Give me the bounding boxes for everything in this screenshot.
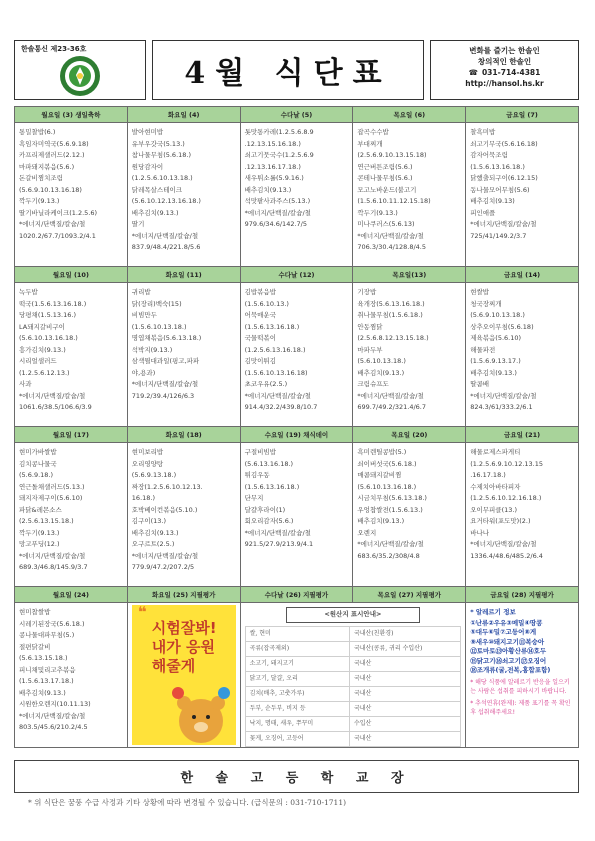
menu-item: 683.6/35.2/308/4.8: [357, 551, 420, 560]
menu-item: 바나나: [470, 528, 490, 537]
menu-item: 시금치무침(5.6.13.18.): [357, 494, 427, 502]
menu-item: 현미보리밥: [131, 448, 164, 456]
menu-item: (1.2.5.6.10.12.16.18.): [470, 494, 542, 502]
page-title: 4월 식단표: [184, 56, 392, 91]
info-box: [430, 40, 579, 100]
menu-item: (5.6.10.13.18.): [357, 357, 406, 365]
menu-item: 망고푸딩(12.): [19, 540, 60, 548]
menu-item: *에너지/단백질/칼슘/철: [244, 391, 311, 400]
menu-item: 719.2/39.4/126/6.3: [131, 391, 195, 400]
menu-item: 흑임자미역국(5.6.9.18): [19, 139, 89, 148]
menu-item: (2.5.6.9.10.13.15.18): [357, 151, 427, 159]
menu-item: (2.5.6.13.15.18.): [19, 517, 74, 525]
day-menu: [466, 123, 579, 267]
menu-item: 크림슈프도: [357, 380, 389, 388]
menu-item: 녹두밥: [19, 288, 38, 296]
day-menu: [127, 443, 240, 587]
menu-item: *에너지/단백질/칼슘/철: [19, 220, 86, 228]
menu-item: 짜장(1.2.5.6.10.12.13.: [131, 482, 203, 491]
menu-item: 국물떡볶이: [244, 334, 276, 342]
week-header-row: [15, 427, 579, 443]
phone-number: 031-714-4381: [481, 68, 541, 77]
menu-item: 흥가김치(9.13.): [19, 345, 66, 354]
origin-food: 꽃게, 오징어, 고등어: [245, 731, 349, 746]
day-header: 금요일 (7): [466, 107, 579, 123]
origin-row: [245, 731, 461, 746]
origin-row: [245, 686, 461, 701]
menu-item: (1.5.6.9.13.17.): [470, 357, 521, 365]
allergy-note: * 해당 식품에 알레르기 반응을 일으키는 사람은 섭취를 피하시기 바랍니다.: [470, 678, 570, 695]
menu-item: 상추오이무침(5.6.18): [470, 322, 534, 331]
menu-item: 921.5/27.9/213.9/4.1: [244, 540, 314, 548]
menu-item: *에너지/단백질/칼슘/철: [357, 540, 424, 548]
day-menu: [240, 123, 353, 267]
menu-item: 야,용과): [131, 368, 156, 377]
menu-item: 미나쿠러스(5.6.13): [357, 220, 415, 228]
origin-food: 소고기, 돼지고기: [245, 656, 349, 671]
menu-item: 찰흑미밥: [470, 128, 496, 136]
day-menu: [240, 283, 353, 427]
menu-item: (5.6.10.13.16.18.): [19, 334, 78, 342]
menu-item: (5.6.9.18.): [19, 471, 54, 479]
menu-item: *에너지/단백질/칼슘/철: [19, 711, 86, 720]
menu-item: 김맛이튀김: [244, 357, 276, 365]
menu-item: 비빔만두: [131, 311, 157, 319]
menu-item: 배추김치(9.13.): [131, 208, 179, 217]
menu-item: (5.6.9.13.18.): [131, 471, 177, 479]
allergy-line: ⑱조개류(굴,전복,홍합포함): [470, 666, 551, 674]
menu-item: (5.6.10.12.13.16.18.): [131, 197, 201, 205]
menu-item: 돼지자제구이(5.6.10): [19, 494, 83, 502]
menu-item: 유부우갓국(5.13.): [131, 139, 185, 148]
menu-item: (1.5.6.13.16.18.): [244, 482, 300, 491]
menu-item: 원당감자이: [131, 162, 164, 171]
menu-item: (1.5.6.10.11.12.15.18): [357, 197, 431, 205]
origin-food: 낙지, 명태, 새우, 쭈꾸미: [245, 716, 349, 731]
day-header: 수다날 (12): [240, 267, 353, 283]
origin-title: <원산지 표시안내>: [286, 607, 420, 623]
menu-item: *에너지/단백질/칼슘/철: [19, 391, 86, 400]
menu-item: 배추김치(9.13.): [19, 688, 66, 697]
menu-item: 안동찜닭: [357, 322, 383, 331]
menu-item: 김구이(13.): [131, 517, 167, 525]
menu-item: 1020.2/67.7/1093.2/4.1: [19, 231, 96, 240]
menu-item: 피인애플: [470, 208, 496, 217]
origin-source: 국내산: [349, 671, 460, 686]
menu-item: 톳맛통카레(1.2.5.6.8.9: [244, 128, 314, 136]
menu-item: 단무지: [244, 494, 264, 502]
day-header: 월요일 (10): [15, 267, 128, 283]
menu-item: 취나물무침(1.5.6.18.): [357, 311, 423, 319]
menu-item: 해물로제스파게티: [470, 448, 521, 456]
menu-item: *에너지/단백질/칼슘/철: [131, 551, 199, 560]
day-menu: [127, 123, 240, 267]
menu-item: *에너지/단백질/칼슘/철: [470, 540, 537, 548]
menu-item: (1.5.6.10.13.18.): [131, 322, 187, 331]
origin-source: 국내산: [349, 701, 460, 716]
day-header: 화요일 (25) 지필평가: [127, 587, 240, 603]
menu-item: 깍두기(9.13.): [357, 208, 398, 217]
menu-item: 깍두기(9.13.): [19, 197, 60, 205]
origin-food: 곡류(잡곡제외): [245, 641, 349, 656]
allergy-cell: [466, 603, 579, 748]
menu-item: 호박베이컨볶음(5.10.): [131, 505, 198, 514]
school-bar: [14, 760, 579, 793]
menu-item: *에너지/단백질/칼슘/철: [19, 551, 86, 560]
menu-item: *에너지/단백질/칼슘/철: [244, 528, 311, 537]
menu-item: 706.3/30.4/128.8/4.5: [357, 243, 426, 251]
menu-item: 쇠고기뭇국수(1.2.5.6.9: [244, 151, 314, 159]
school-logo-box: [14, 40, 146, 100]
menu-item: 돈갈비찜치조림: [19, 174, 63, 182]
day-menu: [353, 283, 466, 427]
menu-item: 석맛팥사과주스(5.13.): [244, 197, 311, 205]
menu-item: (1.5.6.13.16.18.): [244, 322, 300, 331]
menu-item: 시리얼샐러드: [19, 357, 57, 365]
origin-source: 국내산: [349, 731, 460, 746]
menu-item: 감자어묵조림: [470, 151, 508, 159]
origin-food: 두부, 순두부, 비지 등: [245, 701, 349, 716]
allergy-line: ⑨새우⑩돼지고기⑪복숭아: [470, 637, 545, 646]
day-header: 목요일 (6): [353, 107, 466, 123]
menu-item: 카프리제샐러드(2.12.): [19, 151, 85, 159]
day-menu: [353, 123, 466, 267]
day-header: 목요일(13): [353, 267, 466, 283]
day-header: 월요일 (3) 생일축하: [15, 107, 128, 123]
menu-item: 연근버튼조림(5.6.): [357, 162, 413, 171]
day-menu: [127, 283, 240, 427]
menu-item: 연근돌채샐러드(5.13.): [19, 482, 85, 491]
origin-source: 수입산: [349, 716, 460, 731]
origin-row: [245, 641, 461, 656]
allergy-line: ⑫토마토⑬아황산류⑭호두: [470, 647, 547, 655]
week-menu-row: [15, 283, 579, 427]
menu-item: (1.2.5.6.9.10.12.13.15: [470, 459, 544, 468]
menu-item: 마파두부: [357, 345, 383, 354]
quote-mark-icon: ❝: [137, 605, 147, 621]
menu-item: 절편닭갈비: [19, 642, 51, 651]
cheer-cell: [127, 603, 240, 748]
menu-item: 콩나물대파무침(5.): [19, 631, 75, 639]
menu-item: 딸콤배: [470, 380, 490, 388]
menu-item: 수제치아바타피자: [470, 482, 521, 491]
allergy-line: ⑤대두⑥밀⑦고등어⑧게: [470, 628, 537, 636]
menu-item: .12.13.16.17.18.): [244, 162, 301, 171]
menu-item: 현미찹쌀밥: [19, 608, 51, 616]
menu-item: 요거타워(포도맛)(2.): [470, 517, 531, 525]
origin-source: 국내산(친환경): [349, 626, 460, 641]
menu-item: 튀김우동: [244, 471, 270, 479]
menu-item: 동나물모어무침(5.6): [470, 185, 530, 194]
origin-food: 김치(배추, 고춧가루): [245, 686, 349, 701]
menu-item: 참나물무침(5.6.18.): [131, 151, 192, 159]
menu-item: 16.18.): [131, 494, 156, 502]
origin-row: [245, 671, 461, 686]
menu-item: (1.2.5.6.13.16.18.): [244, 345, 306, 354]
url-row: [431, 78, 578, 89]
menu-item: 689.3/46.8/145.9/3.7: [19, 563, 88, 571]
week-header-row: [15, 587, 579, 603]
menu-item: (1.2.5.6.10.13.18.): [131, 174, 193, 182]
day-header: 수다날 (26) 지필평가: [240, 587, 353, 603]
menu-item: (5.6.9.10.13.18.): [470, 311, 525, 319]
origin-row: [245, 656, 461, 671]
menu-item: (5.6.9.10.13.16.18): [19, 185, 82, 194]
day-header: 월요일 (24): [15, 587, 128, 603]
menu-item: (1.5.6.13.16.18.): [470, 162, 525, 171]
cheer-line: 해줄게: [151, 657, 196, 675]
menu-item: 청국장찌개: [470, 299, 502, 308]
school-seal-icon: [59, 55, 101, 97]
slogan-line1: 변화를 즐기는 한솔인: [469, 46, 540, 55]
menu-item: 837.9/48.4/221.8/5.6: [131, 243, 201, 251]
day-menu: [353, 443, 466, 587]
menu-item: (1.5.6.13.17.18.): [19, 677, 74, 685]
origin-cell: [240, 603, 466, 748]
menu-item: 닭레목살스테이크: [131, 185, 183, 194]
origin-table: [245, 626, 462, 747]
menu-item: 기장밥: [357, 288, 377, 296]
allergy-line: ①난류②우유③메밀④땅콩: [470, 618, 543, 627]
menu-item: 배추김치(9.13.): [357, 368, 405, 377]
cheering-bear-icon: [172, 681, 230, 745]
menu-item: 김밥볶음밥: [244, 288, 276, 296]
header: [14, 40, 579, 100]
menu-item: *에너지/단백질/칼슘/철: [131, 231, 199, 240]
menu-item: 779.9/47.2/207.2/5: [131, 563, 195, 571]
menu-item: 배추김치(9.13.): [131, 528, 179, 537]
day-menu: [240, 443, 353, 587]
day-header: 목요일 (27) 지필평가: [353, 587, 466, 603]
menu-item: 부대찌개: [357, 139, 383, 148]
menu-item: 오렌지: [357, 528, 377, 537]
week-header-row: [15, 107, 579, 123]
menu-item: 파닭&레몬소스: [19, 505, 62, 514]
phone-icon: ☎: [468, 68, 478, 77]
menu-item: 육개장(5.6.13.16.18.): [357, 299, 425, 308]
menu-item: *에너지/단백질/칼슘/철: [244, 208, 311, 217]
day-header: 화요일 (4): [127, 107, 240, 123]
menu-item: 824.3/61/333.2/6.1: [470, 403, 533, 411]
footnote: * 위 식단은 꿈풍 수급 사정과 기타 상황에 따라 변경될 수 있습니다. (급식문의 : 031-710-1711): [28, 798, 347, 807]
day-header: 수요일 (19) 채식데이: [240, 427, 353, 443]
menu-item: 콘테나물무침(5.6.): [357, 174, 413, 182]
menu-item: 구절비빔밥: [244, 448, 276, 456]
day-header: 화요일 (18): [127, 427, 240, 443]
menu-item: *에너지/단백질/칼슘/철: [357, 391, 424, 400]
school-principal-name: 한 솔 고 등 학 교 장: [180, 771, 413, 786]
menu-item: 오이무피클(13.): [470, 505, 517, 514]
cheer-line: 내가 응원: [151, 638, 215, 656]
origin-row: [245, 716, 461, 731]
menu-item: 현미가바쌀밥: [19, 448, 57, 456]
menu-item: 오구르트(2.5.): [131, 540, 175, 548]
menu-item: 피니채및리고추볶음: [19, 665, 76, 674]
day-menu: [15, 283, 128, 427]
menu-item: 발아현미밥: [131, 128, 164, 136]
menu-item: .12.13.15.16.18.): [244, 139, 301, 148]
menu-item: 닭했출되구이(6.12.15): [470, 174, 538, 182]
origin-food: 닭고기, 달걀, 오리: [245, 671, 349, 686]
allergy-note-holiday: * 추석연휴(완제): 제품 표기를 꼭 확인 후 섭취해주세요!: [470, 699, 571, 716]
week-header-row: [15, 267, 579, 283]
week-menu-row: [15, 123, 579, 267]
menu-item: 725/41/149.2/3.7: [470, 231, 527, 240]
day-header: 금요일 (21): [466, 427, 579, 443]
menu-item: 914.4/32.2/439.8/10.7: [244, 403, 318, 411]
menu-item: 마파돼지볶음(5.6.): [19, 162, 75, 171]
menu-item: 배추김치(9.13.): [470, 368, 517, 377]
menu-item: 쇠고기무국(5.6.16.18): [470, 139, 538, 148]
menu-item: .16.17.18.): [470, 471, 506, 479]
menu-item: 배추김치(9.13.): [244, 185, 292, 194]
slogan-line2: 창의적인 한솔인: [477, 57, 532, 66]
origin-food: 쌀, 현미: [245, 626, 349, 641]
menu-item: 사과: [19, 380, 32, 388]
menu-item: 석박지(9.13.): [131, 345, 173, 354]
menu-item: 딸기바닐라케이크(1.2.5.6): [19, 208, 98, 217]
origin-source: 국내산: [349, 656, 460, 671]
menu-item: 모고노바운드(불고기: [357, 185, 417, 194]
menu-item: 우엉찹쌀전(1.5.6.13.): [357, 505, 423, 514]
menu-item: (1.5.6.10.13.): [244, 299, 289, 308]
menu-item: LA돼지갈비구이: [19, 322, 65, 331]
menu-item: 쇠이버섯국(5.6.18.): [357, 459, 417, 468]
menu-item: 1061.6/38.5/106.6/3.9: [19, 403, 92, 411]
menu-item: 당평채(1.5.13.16.): [19, 311, 76, 319]
menu-item: 명엽채볶음(5.6.13.18.): [131, 334, 202, 342]
menu-item: (1.2.5.6.12.13.): [19, 368, 70, 377]
menu-item: 803.5/45.6/210.2/4.5: [19, 723, 88, 731]
menu-item: 오리영양탕: [131, 459, 164, 468]
menu-item: *에너지/단백질/칼슘/철: [357, 231, 424, 240]
menu-item: 깍두기(9.13.): [19, 528, 60, 537]
menu-item: 김치콩나물국: [19, 459, 57, 468]
menu-item: 해물파전: [470, 345, 496, 354]
exam-cheer-banner: [132, 605, 236, 745]
allergy-title: * 알레르기 정보: [470, 608, 516, 616]
cheer-text: [152, 619, 217, 676]
menu-item: 통밀찰밥(6.): [19, 128, 56, 136]
day-menu: [466, 443, 579, 587]
menu-item: (5.6.13.15.18.): [19, 654, 68, 662]
day-header: 월요일 (17): [15, 427, 128, 443]
allergy-line: ⑮닭고기⑯쇠고기⑰오징어: [470, 656, 547, 665]
cheer-line: 시험잘봐!: [151, 619, 217, 637]
menu-item: 배추김치(9.13): [470, 197, 515, 205]
menu-item: 떡국(1.5.6.13.16.18.): [19, 299, 87, 308]
menu-item: 초코우유(2.5.): [244, 380, 288, 388]
origin-row: [245, 701, 461, 716]
origin-source: 국내산: [349, 686, 460, 701]
menu-item: (1.5.6.10.13.16.18): [244, 368, 308, 377]
menu-item: 닭(장리)백숙(15): [131, 299, 182, 308]
menu-item: 어묵매운국: [244, 311, 276, 319]
menu-item: 1336.4/48.6/485.2/6.4: [470, 551, 543, 560]
title-box: [152, 40, 424, 100]
menu-item: 삼색뮐대과일(핑고,파파: [131, 357, 200, 365]
menu-item: *에너지/단백질/칼슘/철: [131, 380, 199, 388]
day-header: 목요일 (20): [353, 427, 466, 443]
day-header: 금요일 (14): [466, 267, 579, 283]
week-menu-row: [15, 603, 579, 748]
day-menu: [15, 123, 128, 267]
day-menu: [15, 603, 128, 748]
menu-item: 시레기된장국(5.6.18.): [19, 619, 85, 628]
menu-item: *에너지/단백질/칼슘/철: [470, 391, 537, 400]
menu-item: (5.6.10.13.16.18.): [357, 482, 417, 491]
menu-item: 699.7/49.2/321.4/6.7: [357, 403, 426, 411]
newsletter-label: 한솔통신 제23-36호: [21, 45, 87, 53]
menu-item: (5.6.13.16.18.): [244, 459, 294, 468]
day-header: 금요일 (28) 지필평가: [466, 587, 579, 603]
menu-item: 흑미렌틸콩밥(5.): [357, 448, 407, 456]
menu-item: 제육볶음(5.6.10): [470, 334, 522, 342]
allergy-list: [470, 619, 574, 676]
day-menu: [466, 283, 579, 427]
menu-item: 회오리감자(5.6.): [244, 517, 294, 525]
menu-item: 현쌀밥: [470, 288, 490, 296]
menu-item: 귀리밥: [131, 288, 151, 296]
menu-table: [14, 106, 579, 748]
menu-item: 딸기: [131, 220, 145, 228]
day-header: 수다날 (5): [240, 107, 353, 123]
menu-item: 달걀후라이(1): [244, 505, 286, 514]
week-menu-row: [15, 443, 579, 587]
menu-item: 새우튀소롤(5.9.16.): [244, 174, 304, 182]
day-menu: [15, 443, 128, 587]
menu-item: 매콤돼지갈비찜: [357, 471, 402, 479]
day-header: 화요일 (11): [127, 267, 240, 283]
menu-item: 배추김치(9.13.): [357, 517, 405, 525]
website-url[interactable]: http://hansol.hs.kr: [465, 79, 544, 88]
menu-item: *에너지/단백질/칼슘/철: [470, 220, 537, 228]
menu-item: 시원한오렌지(10.11.13): [19, 700, 91, 708]
menu-item: (2.5.6.8.12.13.15.18.): [357, 334, 429, 342]
origin-row: [245, 626, 461, 641]
origin-source: 국내산(콩류, 귀리 수입산): [349, 641, 460, 656]
phone-row: [431, 67, 578, 78]
menu-item: 979.6/34.6/142.7/5: [244, 220, 307, 228]
menu-item: 잡곡수수밥: [357, 128, 389, 136]
